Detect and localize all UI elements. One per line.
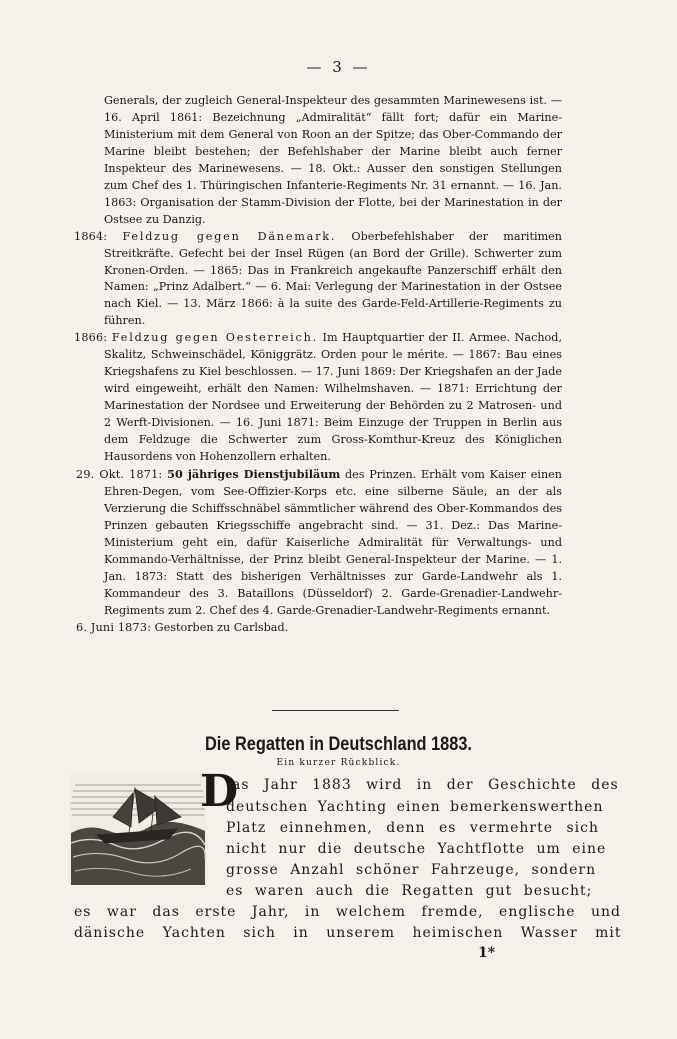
entry-text: Im Hauptquartier der II. Armee. Nachod, Skalitz, Schweinschädel, Königgrätz. Orden pour le mérite. — 1867: Bau eines Kriegshafens zu Kiel beschlossen. — 17. Juni 1869: Der Kriegshafen an der Jade wird eingeweiht, erhält den Namen: Wilhelmshaven. — 1871: Errichtung der Marinestation der Nordsee und Erweiterung der Behörden zu 2 Matrosen- und 2 Werft-Divisionen. — 16. Juni 1871: Beim Einzuge der Truppen in Berlin aus dem Feldzuge die Schwerter zum Gross-Komthur-Kreuz des Königlichen Hausordens von Hohenzollern erhalten. <box>104 331 562 464</box>
article-subtitle: Ein kurzer Rückblick. <box>276 758 401 768</box>
article-line-4: nicht nur die deutsche Yachtflotte um eine <box>226 841 607 857</box>
article-title: Die Regatten in Deutschland 1883. <box>205 734 472 755</box>
entry-text: Generals, der zugleich General-Inspekteur des gesammten Marinewesens ist. — 16. April 1861: Bezeichnung „Admiralität“ fällt fort; dafür ein Marine-Ministerium mit dem General von Roon an der Spitze; das Ober-Commando der Marine bleibt bestehen; der Befehlshaber der Marine bleibt auch ferner Inspekteur des Marinewesens. — 18. Okt.: Ausser den sonstigen Stellungen zum Chef des 1. Thüringischen Infanterie-Regiments Nr. 31 ernannt. — 16. Jan. 1863: Organisation der Stamm-Division der Flotte, bei der Marinestation in der Ostsee zu Danzig. <box>104 94 562 226</box>
chronology-entry-continuation <box>74 93 562 229</box>
entry-campaign: Feldzug gegen Dänemark. <box>122 229 337 243</box>
article-line-5: grosse Anzahl schöner Fahrzeuge, sondern <box>226 862 597 878</box>
chronology-entry-1864 <box>74 229 562 331</box>
drop-cap: D <box>200 766 239 817</box>
page-number: — 3 — <box>306 58 371 76</box>
chronology-entry-1871 <box>74 466 562 620</box>
entry-date: 6. Juni 1873: <box>76 620 152 634</box>
chronology-entries <box>74 93 562 637</box>
entry-date: 29. Okt. 1871: <box>76 467 163 481</box>
article-line-8: dänische Yachten sich in unserem heimischen Wasser mit <box>74 925 622 941</box>
article-line-2: deutschen Yachting einen bemerkenswerthen <box>226 799 604 815</box>
sailing-ship-illustration <box>69 773 207 885</box>
entry-year: 1866: <box>74 331 108 345</box>
entry-jubilee: 50 jähriges Dienstjubiläum <box>167 466 341 481</box>
entry-campaign: Feldzug gegen Oesterreich. <box>111 331 318 345</box>
section-divider <box>272 710 399 711</box>
article-line-3: Platz einnehmen, denn es vermehrte sich <box>226 820 599 836</box>
entry-year: 1864: <box>74 229 108 243</box>
entry-text: Oberbefehlshaber der maritimen Streitkräfte. Gefecht bei der Insel Rügen (an Bord der Grille). Schwerter zum Kronen-Orden. — 1865: Das in Frankreich angekaufte Panzerschiff erhält den Namen: „Prinz Adalbert.“ — 6. Mai: Verlegung der Marinestation in der Ostsee nach Kiel. — 13. März 1866: à la suite des Garde-Feld-Artillerie-Regiments zu führen. <box>104 229 563 328</box>
entry-text: des Prinzen. Erhält vom Kaiser einen Ehren-Degen, vom See-Offizier-Korps etc. eine silberne Säule, an der als Verzierung die Schiffsschnäbel sämmtlicher während des Ober-Kommandos des Prinzen gebauten Kriegsschiffe angebracht sind. — 31. Dez.: Das Marine-Ministerium geht ein, dafür Kaiserliche Admiralität für Verwaltungs- und Kommando-Verhältnisse, der Prinz bleibt General-Inspekteur der Marine. — 1. Jan. 1873: Statt des bisherigen Verhältnisses zur Garde-Landwehr als 1. Kommandeur des 3. Bataillons (Düsseldorf) 2. Garde-Grenadier-Landwehr-Regiments zum 2. Chef des 4. Garde-Grenadier-Landwehr-Regiments ernannt. <box>104 467 562 617</box>
chronology-entry-1866 <box>74 330 562 466</box>
article-line-1: as Jahr 1883 wird in der Geschichte des <box>232 777 619 793</box>
article-line-6: es waren auch die Regatten gut besucht; <box>226 883 593 899</box>
chronology-entry-1873 <box>74 620 562 637</box>
signature-mark: 1* <box>478 945 496 961</box>
article-line-7: es war das erste Jahr, in welchem fremde, englische und <box>74 904 622 920</box>
entry-text: Gestorben zu Carlsbad. <box>154 620 289 634</box>
